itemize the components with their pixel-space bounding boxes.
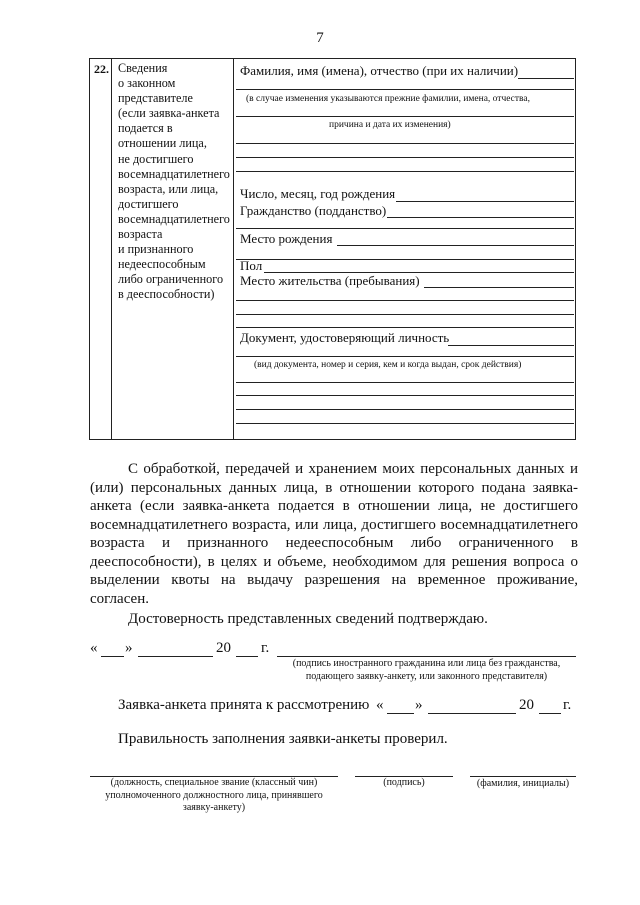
citizenship-label: Гражданство (подданство) <box>240 203 387 218</box>
residence-field-line[interactable] <box>236 300 574 301</box>
id-document-field-line[interactable] <box>236 382 574 383</box>
accepted-open-quote: « <box>376 697 384 713</box>
accepted-close-quote: » <box>415 697 423 713</box>
residence-field[interactable] <box>424 287 574 288</box>
name-change-hint: (в случае изменения указываются прежние фамилии, имена, отчества, <box>246 94 531 104</box>
name-change-field-line[interactable] <box>236 157 574 158</box>
birth-place-field[interactable] <box>337 245 574 246</box>
signature-hint: (подпись иностранного гражданина или лица без гражданства, подающего заявку-анкету, или законного представителя) <box>292 658 561 682</box>
name-change-field-line[interactable] <box>236 143 574 144</box>
full-name-field[interactable] <box>518 78 574 79</box>
official-signature-hint: (подпись) <box>383 777 425 788</box>
date-day-field[interactable] <box>101 656 124 657</box>
birth-place-field-line[interactable] <box>236 259 574 260</box>
id-document-field-line[interactable] <box>236 395 574 396</box>
applicant-signature-field[interactable] <box>277 656 576 657</box>
page-number: 7 <box>316 30 324 46</box>
official-position-hint: (должность, специальное звание (классный чин) уполномоченного должностного лица, принявшего заявку-анкету) <box>105 777 323 813</box>
citizenship-field-line[interactable] <box>236 228 574 229</box>
official-name-hint: (фамилия, инициалы) <box>476 778 570 789</box>
column-divider <box>111 59 112 439</box>
id-document-field-line[interactable] <box>236 409 574 410</box>
consent-paragraph <box>90 460 578 608</box>
id-document-field[interactable] <box>448 345 574 346</box>
accepted-month-field[interactable] <box>428 713 516 714</box>
name-change-hint-2: причина и дата их изменения) <box>329 120 451 130</box>
birth-date-field[interactable] <box>396 201 574 202</box>
legal-representative-table <box>89 58 576 440</box>
accepted-day-field[interactable] <box>387 713 414 714</box>
id-document-field-line[interactable] <box>236 356 574 357</box>
accepted-text: Заявка-анкета принята к рассмотрению <box>118 697 370 713</box>
date-year-field[interactable] <box>236 656 258 657</box>
date-month-field[interactable] <box>138 656 213 657</box>
sex-label: Пол <box>240 258 263 273</box>
citizenship-field[interactable] <box>387 217 574 218</box>
birth-place-label: Место рождения <box>240 231 333 246</box>
consent-text: С обработкой, передачей и хранением моих персональных данных и (или) персональных данных лица, в отношении которого подана заявка-анкета (если заявка-анкета подается в отношении лица, не достигшего восемнадцатилетнего возраста, или лица, достигшего восемнадцатилетнего возраста и признанного недееспособным либо ограниченного в дееспособности), в целях и объеме, необходимом для решения вопроса о выделении квоты на выдачу разрешения на временное проживание, согласен. <box>90 461 578 607</box>
confirm-text: Достоверность представленных сведений подтверждаю. <box>128 611 488 627</box>
name-change-field-line[interactable] <box>236 171 574 172</box>
date-year-prefix: 20 <box>216 640 231 656</box>
date-year-suffix: г. <box>261 640 270 656</box>
id-document-label: Документ, удостоверяющий личность <box>240 330 450 345</box>
checked-text: Правильность заполнения заявки-анкеты проверил. <box>118 731 448 747</box>
id-document-hint: (вид документа, номер и серия, кем и когда выдан, срок действия) <box>254 360 522 370</box>
date-close-quote: » <box>125 640 133 656</box>
section-label: Сведения о законном представителе (если заявка-анкета подается в отношении лица, не достигшего восемнадцатилетнего возраста, или лица, достигшего восемнадцатилетнего возраста и признанного недееспособным либо ограниченного в дееспособности) <box>118 61 230 302</box>
date-open-quote: « <box>90 640 98 656</box>
section-number: 22. <box>94 62 109 76</box>
residence-label: Место жительства (пребывания) <box>240 273 420 288</box>
birth-date-label: Число, месяц, год рождения <box>240 186 396 201</box>
accepted-year-suffix: г. <box>563 697 572 713</box>
accepted-year-prefix: 20 <box>519 697 534 713</box>
id-document-field-line[interactable] <box>236 423 574 424</box>
full-name-label: Фамилия, имя (имена), отчество (при их наличии) <box>240 63 519 78</box>
residence-field-line[interactable] <box>236 314 574 315</box>
name-change-field-line[interactable] <box>236 116 574 117</box>
full-name-field-line[interactable] <box>236 89 574 90</box>
official-name-field[interactable] <box>470 776 576 777</box>
accepted-year-field[interactable] <box>539 713 561 714</box>
residence-field-line[interactable] <box>236 327 574 328</box>
